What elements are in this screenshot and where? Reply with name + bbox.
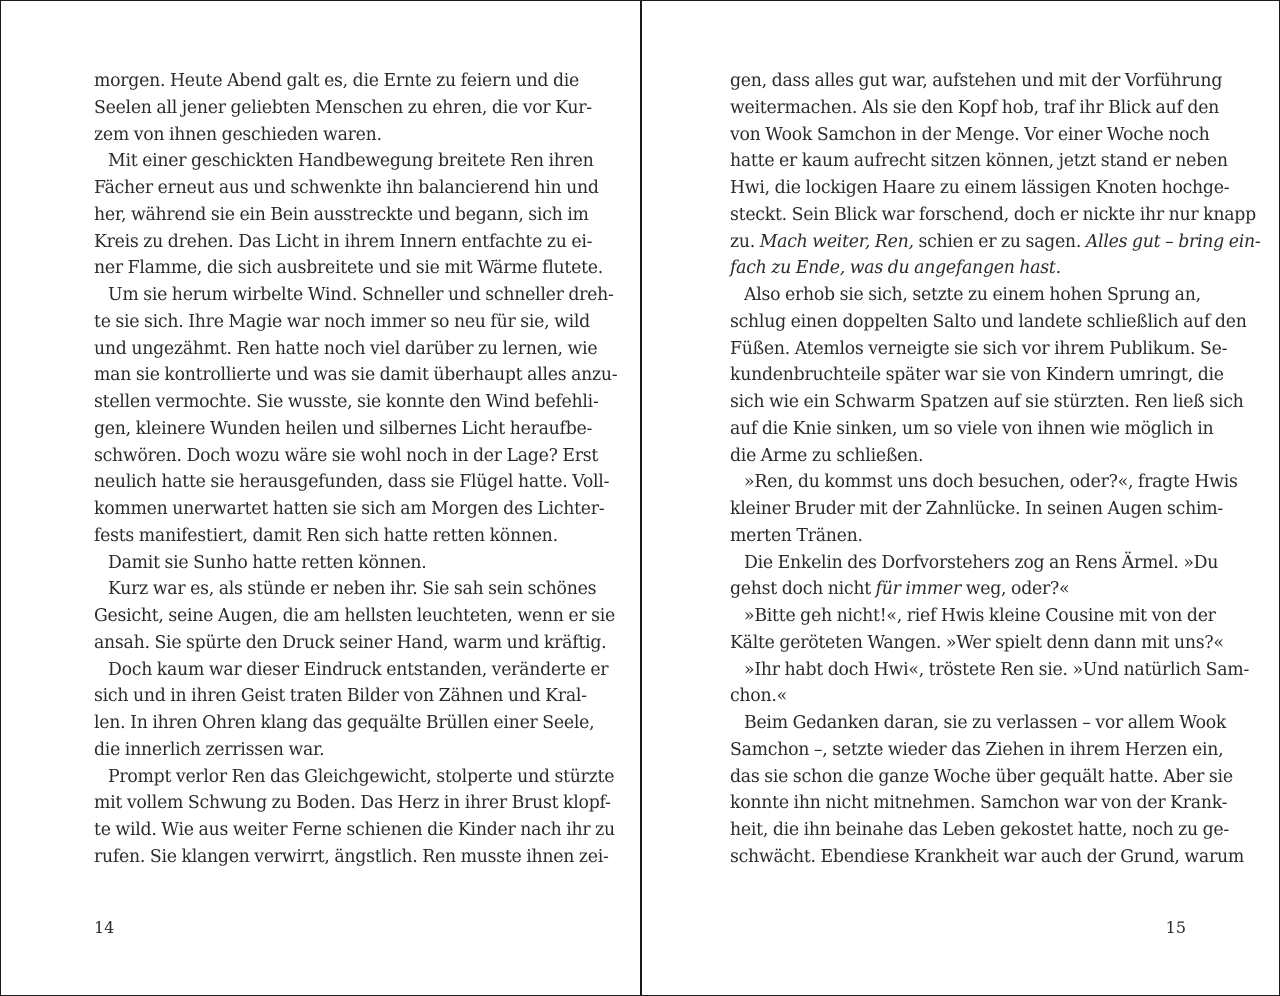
text-line: Damit sie Sunho hatte retten können.	[108, 552, 427, 573]
text-line	[730, 148, 1228, 175]
text-span: merten Tränen.	[730, 525, 863, 546]
text-span: steckt. Sein Blick war forschend, doch er nickte ihr nur knapp	[730, 204, 1256, 225]
text-line: Prompt verlor Ren das Gleichgewicht, stolperte und stürzte	[108, 766, 615, 787]
text-line: her, während sie ein Bein ausstreckte und begann, sich im	[94, 204, 589, 225]
text-span: schien er zu sagen.	[913, 231, 1086, 252]
right-page-text	[730, 68, 1261, 871]
text-span: Hwi, die lockigen Haare zu einem lässigen Knoten hochge-	[730, 178, 1230, 198]
text-line	[730, 630, 1224, 657]
text-line: stellen vermochte. Sie wusste, sie konnte den Wind befehli-	[94, 392, 599, 412]
text-line: ansah. Sie spürte den Druck seiner Hand, warm und kräftig.	[94, 632, 607, 653]
text-span: chon.«	[730, 686, 787, 707]
text-line: Doch kaum war dieser Eindruck entstanden, veränderte er	[108, 659, 609, 680]
text-span: Samchon –, setzte wieder das Ziehen in ihrem Herzen ein,	[730, 739, 1224, 760]
text-span: heit, die ihn beinahe das Leben gekostet hatte, noch zu ge-	[730, 820, 1229, 840]
text-line: neulich hatte sie herausgefunden, dass sie Flügel hatte. Voll-	[94, 472, 610, 493]
text-line: Fächer erneut aus und schwenkte ihn balancierend hin und	[94, 178, 599, 198]
text-line: morgen. Heute Abend galt es, die Ernte zu feiern und die	[94, 71, 580, 91]
text-line	[730, 576, 1186, 603]
text-span: »Bitte geh nicht!«, rief Hwis kleine Cousine mit von der	[744, 606, 1216, 626]
text-span: sich wie ein Schwarm Spatzen auf sie stürzten. Ren ließ sich	[730, 392, 1244, 412]
text-line	[730, 469, 1238, 496]
text-line	[730, 764, 1233, 791]
left-page-text	[94, 68, 618, 871]
italic-text: Mach weiter, Ren,	[759, 231, 914, 252]
text-line	[730, 496, 1223, 523]
text-span: konnte ihn nicht mitnehmen. Samchon war von der Krank-	[730, 793, 1228, 814]
text-line	[730, 202, 1256, 229]
text-line	[730, 389, 1244, 416]
text-line: zem von ihnen geschieden waren.	[94, 124, 382, 145]
text-line: rufen. Sie klangen verwirrt, ängstlich. Ren musste ihnen zei-	[94, 846, 609, 867]
text-span: kundenbruchteile später war sie von Kindern umringt, die	[730, 365, 1224, 386]
text-line	[730, 175, 1230, 202]
text-line	[730, 817, 1229, 844]
text-span: weitermachen. Als sie den Kopf hob, traf ihr Blick auf den	[730, 97, 1220, 118]
text-line: len. In ihren Ohren klang das gequälte Brüllen einer Seele,	[94, 713, 595, 733]
text-span: hatte er kaum aufrecht sitzen können, jetzt stand er neben	[730, 151, 1228, 172]
text-span: Beim Gedanken daran, sie zu verlassen – vor allem Wook	[744, 713, 1227, 733]
left-page-number: 14	[94, 918, 115, 937]
text-span: »Ren, du kommst uns doch besuchen, oder?«, fragte Hwis	[744, 472, 1238, 493]
italic-text: Alles gut – bring ein-	[1085, 231, 1261, 252]
text-line: kommen unerwartet hatten sie sich am Morgen des Lichter-	[94, 499, 605, 519]
right-page-number: 15	[1165, 918, 1186, 937]
text-span: gehst doch nicht	[730, 579, 876, 600]
text-span: schlug einen doppelten Salto und landete schließlich auf den	[730, 311, 1247, 332]
text-span: Füßen. Atemlos verneigte sie sich vor ihrem Publikum. Se-	[730, 338, 1228, 359]
text-span: das sie schon die ganze Woche über gequält hatte. Aber sie	[730, 766, 1233, 787]
text-span: von Wook Samchon in der Menge. Vor einer Woche noch	[730, 124, 1210, 145]
text-span: schwächt. Ebendiese Krankheit war auch der Grund, warum	[730, 846, 1244, 867]
text-line	[730, 844, 1244, 871]
text-line: ner Flamme, die sich ausbreitete und sie mit Wärme flutete.	[94, 258, 603, 279]
text-line	[730, 550, 1219, 577]
text-line	[730, 737, 1224, 764]
text-line	[730, 710, 1227, 737]
text-span: auf die Knie sinken, um so viele von ihnen wie möglich in	[730, 418, 1214, 439]
text-line	[730, 362, 1224, 389]
text-line: Kreis zu drehen. Das Licht in ihrem Innern entfachte zu ei-	[94, 231, 593, 252]
text-line: die innerlich zerrissen war.	[94, 739, 325, 760]
text-line	[730, 336, 1228, 363]
text-span: »Ihr habt doch Hwi«, tröstete Ren sie. »Und natürlich Sam-	[744, 659, 1250, 680]
text-line	[730, 68, 1223, 95]
text-span: gen, dass alles gut war, aufstehen und mit der Vorführung	[730, 71, 1223, 91]
text-line: fests manifestiert, damit Ren sich hatte retten können.	[94, 525, 558, 546]
text-line: te wild. Wie aus weiter Ferne schienen die Kinder nach ihr zu	[94, 820, 615, 840]
text-line	[730, 790, 1228, 817]
text-line	[730, 122, 1210, 149]
text-line: Um sie herum wirbelte Wind. Schneller und schneller dreh-	[108, 285, 614, 305]
text-line	[730, 95, 1220, 122]
text-line: te sie sich. Ihre Magie war noch immer so neu für sie, wild	[94, 311, 590, 332]
text-line: gen, kleinere Wunden heilen und silbernes Licht heraufbe-	[94, 418, 593, 439]
text-line	[730, 255, 1186, 282]
text-line	[730, 657, 1250, 684]
text-line	[730, 229, 1261, 256]
text-line	[730, 683, 1186, 710]
text-line: sich und in ihren Geist traten Bilder von Zähnen und Kral-	[94, 686, 587, 707]
page-gutter-divider	[640, 1, 642, 995]
text-line: Kurz war es, als stünde er neben ihr. Sie sah sein schönes	[108, 579, 597, 600]
text-line	[730, 443, 1186, 470]
text-span: Kälte geröteten Wangen. »Wer spielt denn dann mit uns?«	[730, 632, 1224, 653]
text-span: die Arme zu schließen.	[730, 445, 924, 466]
text-span: weg, oder?«	[960, 579, 1070, 600]
text-line	[730, 523, 1186, 550]
text-line: Seelen all jener geliebten Menschen zu ehren, die vor Kur-	[94, 97, 592, 118]
text-line: mit vollem Schwung zu Boden. Das Herz in ihrer Brust klopf-	[94, 793, 611, 814]
italic-text: für immer	[875, 579, 961, 600]
text-line	[730, 416, 1214, 443]
text-line	[730, 603, 1216, 630]
text-line: man sie kontrollierte und was sie damit überhaupt alles anzu-	[94, 365, 618, 386]
text-line: Mit einer geschickten Handbewegung breitete Ren ihren	[108, 151, 594, 172]
text-line: Gesicht, seine Augen, die am hellsten leuchteten, wenn er sie	[94, 606, 615, 626]
text-span: kleiner Bruder mit der Zahnlücke. In seinen Augen schim-	[730, 499, 1223, 519]
italic-text: fach zu Ende, was du angefangen hast.	[730, 258, 1061, 279]
text-line: schwören. Doch wozu wäre sie wohl noch in der Lage? Erst	[94, 445, 599, 466]
text-line	[730, 282, 1201, 309]
text-span: zu.	[730, 231, 760, 252]
text-line	[730, 309, 1247, 336]
text-span: Die Enkelin des Dorfvorstehers zog an Rens Ärmel. »Du	[744, 552, 1219, 573]
text-line: und ungezähmt. Ren hatte noch viel darüber zu lernen, wie	[94, 338, 598, 359]
text-span: Also erhob sie sich, setzte zu einem hohen Sprung an,	[744, 285, 1201, 305]
